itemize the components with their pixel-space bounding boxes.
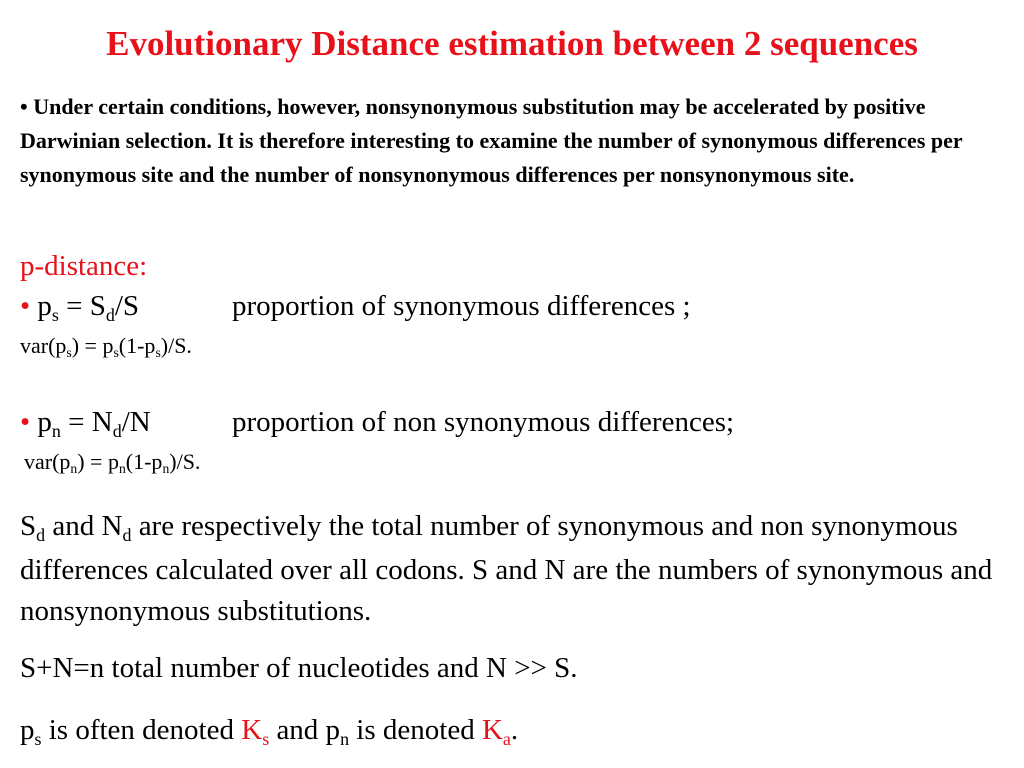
formula-symbol: p (37, 406, 52, 438)
formula-text: (1-p (118, 333, 156, 358)
formula-text: is denoted (349, 714, 482, 746)
slide-title: Evolutionary Distance estimation between 2 sequences (106, 24, 918, 63)
subscript: d (112, 420, 122, 441)
pn-variance (24, 449, 200, 475)
formula-text: ) = p (71, 333, 114, 358)
subscript: s (66, 345, 72, 361)
formula-text: var(p (20, 333, 67, 358)
subscript: n (51, 420, 61, 441)
subscript: s (51, 304, 59, 325)
ka-symbol: K (481, 714, 503, 746)
ps-formula (20, 290, 139, 323)
intro-paragraph (20, 90, 1010, 192)
subscript: d (122, 524, 132, 545)
subscript: d (36, 524, 46, 545)
formula-text: var(p (24, 449, 71, 474)
subscript: s (155, 345, 161, 361)
intro-text: Under certain conditions, however, nonsynonymous substitution may be accelerated by positive Darwinian selection. It is therefore interesting to examine the number of synonymous differences per synonymous site and the number of nonsynonymous differences per nonsynonymous site. (20, 94, 963, 187)
formula-text: )/S. (160, 333, 192, 358)
formula-text: and p (269, 714, 341, 746)
ps-description: proportion of synonymous differences ; (232, 290, 691, 322)
formula-text: )/S. (169, 449, 201, 474)
formula-text: ) = p (77, 449, 119, 474)
formula-text: and N (45, 510, 123, 542)
pn-description: proportion of non synonymous differences; (232, 406, 735, 438)
formula-text: /S (114, 290, 140, 322)
formula-symbol: p (37, 290, 52, 322)
subscript: s (34, 728, 42, 749)
bullet: • (20, 94, 28, 119)
subscript: s (113, 345, 119, 361)
subscript: n (70, 461, 78, 477)
formula-text: . (510, 714, 519, 746)
explanation-paragraph (20, 506, 1010, 632)
formula-text: = S (66, 290, 106, 322)
total-nucleotides-line: S+N=n total number of nucleotides and N >> S. (20, 652, 578, 684)
formula-symbol: p (20, 714, 35, 746)
pn-formula (20, 406, 151, 439)
bullet: • (20, 290, 31, 322)
ps-variance (20, 333, 192, 359)
subscript: d (105, 304, 115, 325)
subscript: n (340, 728, 350, 749)
subscript: s (262, 728, 270, 749)
p-distance-heading: p-distance: (20, 250, 148, 282)
formula-text: S (20, 510, 37, 542)
paragraph-text: are respectively the total number of synonymous and non synonymous differences calculated over all codons. S and N are the numbers of synonymous and nonsynonymous substitutions. (20, 510, 993, 627)
formula-text: = N (68, 406, 113, 438)
ks-symbol: K (241, 714, 263, 746)
formula-text: is often denoted (41, 714, 242, 746)
formula-text: (1-p (125, 449, 163, 474)
subscript: n (162, 461, 170, 477)
formula-text: /N (121, 406, 151, 438)
subscript: a (502, 728, 511, 749)
notation-line (20, 714, 518, 747)
bullet: • (20, 406, 31, 438)
subscript: n (118, 461, 126, 477)
